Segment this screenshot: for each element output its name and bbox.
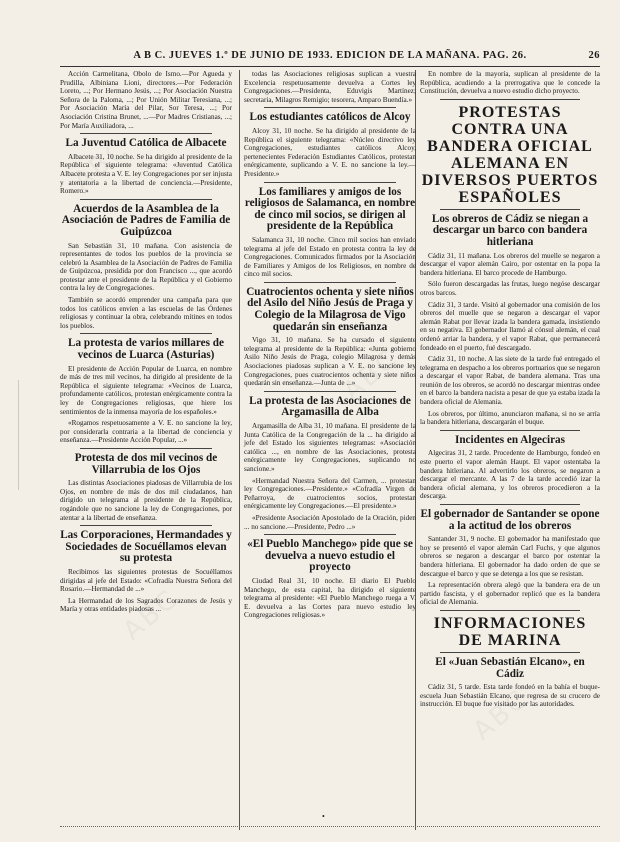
headline-argamasilla: La protesta de las Asociaciones de Argamasilla de Alba bbox=[249, 394, 411, 419]
separator bbox=[264, 534, 396, 535]
headline-algeciras: Incidentes en Algeciras bbox=[454, 433, 565, 446]
header-text: A B C. JUEVES 1.º DE JUNIO DE 1933. EDICION DE LA MAÑANA. PAG. 26. bbox=[133, 50, 527, 61]
margin-mark bbox=[18, 380, 39, 490]
headline-cadiz: Los obreros de Cádiz se niegan a descargar un barco con bandera hitleriana bbox=[431, 212, 589, 248]
separator bbox=[440, 610, 580, 611]
column-2 bbox=[244, 70, 416, 623]
separator bbox=[264, 391, 396, 392]
separator bbox=[264, 107, 396, 108]
col1-intro: Acción Carmelitana, Obolo de Ismo.—Por Agueda y Prudilla, Albiniana Lioni, directores.—Por Federación Loreto, ...; Por Hermano Jesús, ...; Por Asociación Nuestra Señora de la Paloma, ...; Por Unión Militar Teresiana, ...; Por Asociación María del Pilar, Sor Teresa, ...; Por Asociación Cristina Brunet, ...—Por Madres Cristianas, ...; Por María Auxiliadora, ... bbox=[60, 70, 232, 130]
headline-pueblo-manchego: «El Pueblo Manchego» pide que se devuelva a nuevo estudio el proyecto bbox=[247, 538, 413, 574]
separator bbox=[80, 525, 212, 526]
separator bbox=[440, 430, 580, 431]
bullet-mark: • bbox=[322, 812, 325, 821]
article-text: Los obreros, por último, anunciaron mañana, si no se arría la bandera hitleriana, descargarán el buque. bbox=[420, 409, 600, 427]
headline-luarca: La protesta de varios millares de vecinos de Luarca (Asturias) bbox=[68, 337, 224, 362]
article-text: San Sebastián 31, 10 mañana. Con asistencia de representantes de todos los pueblos de la provincia se celebró la Asamblea de la Asociación de Padres de Familia de Guipúzcoa, presidida por don Francisco ..., que acordó protestar ante el presidente de la República y el Gobierno contra la ley de Congregaciones. bbox=[60, 241, 232, 293]
headline-santander: El gobernador de Santander se opone a la actitud de los obreros bbox=[420, 508, 600, 532]
headline-protestas-bandera: PROTESTAS CONTRA UNA BANDERA OFICIAL ALEMANA EN DIVERSOS PUERTOS ESPAÑOLES bbox=[421, 103, 599, 206]
article-text: Sólo fueron descargadas las frutas, luego negóse descargar otros barcos. bbox=[420, 280, 600, 297]
article-text: «Presidente Asociación Apostolado de la Oración, piden ... no sancione.—Presidente, Pedro ...» bbox=[244, 513, 416, 531]
column-divider-1 bbox=[239, 70, 240, 830]
article-text: La representación obrera alegó que la bandera era de un partido fascista, y el gobernador replicó que es la bandera oficial de Alemania. bbox=[420, 581, 600, 607]
headline-alcoy: Los estudiantes católicos de Alcoy bbox=[249, 111, 411, 124]
headline-elcano: El «Juan Sebastián Elcano», en Cádiz bbox=[435, 655, 585, 680]
headline-villarrubia: Protesta de dos mil vecinos de Villarrubia de los Ojos bbox=[74, 451, 218, 476]
headline-socuellamos: Las Corporaciones, Hermandades y Sociedades de Socuéllamos elevan su protesta bbox=[60, 529, 232, 565]
headline-guipuzcoa: Acuerdos de la Asamblea de la Asociación de Padres de Familia de Guipúzcoa bbox=[61, 202, 231, 238]
separator bbox=[264, 182, 396, 183]
article-text: También se acordó emprender una campaña para que todos los católicos envíen a las escuelas de las Órdenes religiosas y continuar la obra, celebrando mítines en todos los pueblos. bbox=[60, 296, 232, 330]
article-text: Cádiz 31, 11 mañana. Los obreros del muelle se negaron a descargar el vapor alemán Cairo, por ostentar en la popa la bandera hitleriana. El barco procede de Hamburgo. bbox=[420, 251, 600, 277]
page-header bbox=[60, 50, 600, 64]
article-text: Recibimos las siguientes protestas de Socuéllamos dirigidas al jefe del Estado: «Cofradía Nuestra Señora del Rosario.—Hermandad de ...» bbox=[60, 567, 232, 594]
headline-salamanca: Los familiares y amigos de los religiosos de Salamanca, en nombre de cinco mil socios, se dirigen al presidente de la República bbox=[244, 185, 416, 233]
separator bbox=[440, 652, 580, 653]
column-1 bbox=[60, 70, 232, 617]
headline-albacete: La Juventud Católica de Albacete bbox=[65, 137, 227, 150]
separator bbox=[440, 209, 580, 210]
header-rule bbox=[60, 66, 600, 67]
article-text: todas las Asociaciones religiosas suplican a vuestra Excelencia respetuosamente devuelva a Cortes ley Congregaciones.—Presidenta, Eduvigis Martínez; secretaria, Milagros Remigio; tesorera, Amparo Buendía.» bbox=[244, 70, 416, 104]
article-text: Santander 31, 9 noche. El gobernador ha manifestado que hoy se presentó el vapor alemán Carl Fuchs, y que algunos obreros se negaron a descargar el barco por ostentar la bandera hitleriana. El gobernador ha dado orden de que se descargue el barco y que se detenga a los que se resistan. bbox=[420, 535, 600, 578]
article-text: La Hermandad de los Sagrados Corazones de Jesús y María y otras entidades piadosas ... bbox=[60, 596, 232, 614]
article-text: Cádiz 31, 5 tarde. Esta tarde fondeó en la bahía el buque-escuela Juan Sebastián Elcano, que regresa de su crucero de instrucción. El buque fue visitado por las autoridades. bbox=[420, 683, 600, 709]
article-text: «Rogamos respetuosamente a V. E. no sancione la ley, por considerarla contraria a la libertad de conciencia y enseñanza.—Presidente Acción Popular, ...» bbox=[60, 419, 232, 445]
article-text: Salamanca 31, 10 noche. Cinco mil socios han enviado telegrama al jefe del Estado en protesta contra la ley de Congregaciones. Comunicados firmados por la Asociación de Familiares y Amigos de los Religiosos, en nombre de cinco mil socios. bbox=[244, 235, 416, 279]
article-text: Cádiz 31, 3 tarde. Visitó al gobernador una comisión de los obreros del muelle que se negaron a descargar el vapor alemán Rabat por llevar izada la bandera gamada, insistiendo en su negativa. El gobernador llamó al cónsul alemán, el cual ordenó arriar la bandera, y el vapor Rabat, que permanecerá fondeado en el puerto, fué descargado. bbox=[420, 300, 600, 352]
article-text: Vigo 31, 10 mañana. Se ha cursado el siguiente telegrama al presidente de la República: «Junta gobierno Asilo Niño Jesús de Praga, colegio Milagrosa y demás Asociaciones piadosas suplican a V. E. no sancione ley Congregaciones, pues cuatrocientos ochenta y siete niños quedarán sin enseñanza.—Junta de ...» bbox=[244, 336, 416, 388]
article-text: Las distintas Asociaciones piadosas de Villarrubia de los Ojos, en nombre de más de dos mil ciudadanos, han dirigido un telegrama al presidente de la República, rogándole que no sancione la ley de Congregaciones, por atentar a la libertad de enseñanza. bbox=[60, 479, 232, 522]
article-text: Ciudad Real 31, 10 noche. El diario El Pueblo Manchego, de esta capital, ha dirigido el siguiente telegrama al presidente: «El Pueblo Manchego ruega a V. E. devuelva a las Cortes para nuevo estudio ley Congregaciones religiosas.» bbox=[244, 576, 416, 620]
column-3 bbox=[420, 70, 600, 712]
page-number: 26 bbox=[588, 50, 600, 61]
separator bbox=[80, 133, 212, 134]
footer-rule bbox=[60, 826, 600, 833]
separator bbox=[440, 99, 580, 100]
headline-vigo: Cuatrocientos ochenta y siete niños del Asilo del Niño Jesús de Praga y Colegio de la Milagrosa de Vigo quedarán sin enseñanza bbox=[246, 285, 414, 333]
article-text: Argamasilla de Alba 31, 10 mañana. El presidente de la Junta Católica de la Congregación de la ... ha dirigido al jefe del Estado los siguientes telegramas: «Asociación católica ..., en nombre de las Asociaciones, protesta enérgicamente ley Congregaciones, suplicando no sancione.» bbox=[244, 422, 416, 473]
article-text: «Hermandad Nuestra Señora del Carmen, ... protestan ley Congregaciones.—Presidente.» «Cofradía Virgen de Peñarroya, de cuatrocientos socios, protestan enérgicamente ley Congregaciones.—El presidente.» bbox=[244, 476, 416, 511]
article-text: Albacete 31, 10 noche. Se ha dirigido al presidente de la República el siguiente telegrama: «Juventud Católica Albacete protesta a V. E. ley Congregaciones por ser injusta y atentatoria a la libertad de conciencia.—Presidente, Romero.» bbox=[60, 152, 232, 196]
article-text: Cádiz 31, 10 noche. A las siete de la tarde fué entregado el telegrama en despacho a los obreros portuarios que se negaron a descargar el vapor Rabat, de bandera alemana. Tras una reunión de los obreros, se acordó no descargar mientras ondee en el barco la bandera nacista a pesar de que ya estaba izada la bandera oficial de Alemania. bbox=[420, 355, 600, 407]
article-text: En nombre de la mayoría, suplican al presidente de la República, acudiendo a la prerrogativa que le concede la Constitución, devuelva a nuevo estudio dicho proyecto. bbox=[420, 70, 600, 96]
headline-informaciones-marina: INFORMACIONES DE MARINA bbox=[433, 614, 587, 649]
separator bbox=[264, 282, 396, 283]
article-text: Algeciras 31, 2 tarde. Procedente de Hamburgo, fondeó en este puerto el vapor alemán Haupt. El vapor ostentaba la bandera hitleriana. Al advertirlo los obreros, se negaron a descargar el mercante. A las 7 de la tarde accedió izar la bandera oficial alemana, y los obreros procedieron a la descarga. bbox=[420, 449, 600, 501]
separator bbox=[440, 504, 580, 505]
separator bbox=[80, 199, 212, 200]
article-text: El presidente de Acción Popular de Luarca, en nombre de más de tres mil vecinos, ha dirigido al presidente de la República el siguiente telegrama: «Vecinos de Luarca, profundamente católicos, protestan enérgicamente contra la ley de Congregaciones religiosas, que hiere los sentimientos de la inmensa mayoría de los españoles.» bbox=[60, 364, 232, 416]
article-text: Alcoy 31, 10 noche. Se ha dirigido al presidente de la República el siguiente telegrama: «Núcleo directivo ley Congregaciones, estudiantes católicos Alcoy, pertenecientes Federación Estudiantes Católicos, protestan enérgicamente, suplicando a V. E. no sancione la ley.—Presidente.» bbox=[244, 126, 416, 178]
separator bbox=[80, 448, 212, 449]
separator bbox=[80, 333, 212, 334]
